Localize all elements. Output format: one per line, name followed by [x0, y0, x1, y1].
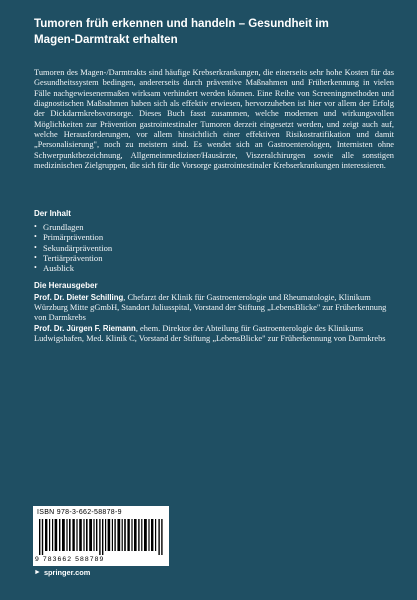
editor-bio: , ehem. Direktor der Abteilung für Gastroenterologie des Klinikums Ludwigshafen, Med. Klinik C, Vorstand der Stiftung „LebensBlicke" zur Früherkennung von Darmkrebs	[34, 323, 386, 343]
barcode-bars	[39, 519, 163, 555]
intro-paragraph: Tumoren des Magen-/Darmtrakts sind häufige Krebserkrankungen, die einerseits sehr hohe Kosten für das Gesundheitssystem bedingen, andererseits durch präventive Maßnahmen und Früherkennung in vielen Fälle nachgewiesenermaßen wirksam verhindert werden können. Eine Reihe von Screeningmethoden und diagnostischen Maßnahmen haben sich als effektiv erwiesen, hervorzuheben ist hier vor allem der Erfolg der Dickdarmkrebsvorsorge. Dieses Buch fasst zusammen, welche modernen und wirkungsvollen Möglichkeiten zur Prävention gastrointestinaler Tumoren derzeit eingesetzt werden, und zeigt auch auf, welche Herausforderungen, vor allem hinsichtlich einer effektiven Risikostratifikation und damit „Personalisierung", noch zu meistern sind. Es wendet sich an Gastroenterologen, Internisten ohne Schwerpunktbezeichnung, Allgemeinmediziner/Hausärzte, Viszeralchirurgen sowie alle sonstigen medizinischen Zielgruppen, die sich für die Vorsorge gastrointestinaler Krebserkrankungen interessieren.	[34, 68, 394, 171]
publisher-link[interactable]	[34, 568, 90, 577]
list-item	[34, 222, 334, 232]
headline-line-2: Magen-Darmtrakt erhalten	[34, 33, 178, 46]
barcode	[33, 506, 169, 566]
editors-title: Die Herausgeber	[34, 281, 98, 290]
bullet-icon: •	[34, 242, 37, 252]
list-item-label: Tertiärprävention	[43, 252, 103, 263]
bullet-icon: •	[34, 232, 37, 242]
list-item	[34, 243, 334, 253]
barcode-digits: 9 783662 588789	[35, 556, 105, 563]
list-item-label: Ausblick	[43, 263, 75, 274]
arrow-right-icon: ►	[34, 569, 41, 576]
editors-section	[34, 293, 394, 344]
editor-name: Prof. Dr. Jürgen F. Riemann	[34, 323, 136, 333]
bullet-icon: •	[34, 263, 37, 273]
editor-name: Prof. Dr. Dieter Schilling	[34, 293, 124, 302]
list-item	[34, 253, 334, 263]
list-item-label: Grundlagen	[43, 222, 84, 232]
publisher-label: springer.com	[43, 568, 91, 577]
bullet-icon: •	[34, 222, 37, 231]
bullet-icon: •	[34, 252, 37, 262]
editor-entry	[34, 293, 394, 324]
isbn-label: ISBN 978-3-662-58878-9	[37, 509, 122, 516]
editor-bio: , Chefarzt der Klinik für Gastroenterologie und Rheumatologie, Klinikum Würzburg Mitte gGmbH, Standort Juliusspital, Vorstand der Stiftung „LebensBlicke" zur Früherkennung von Darmkrebs	[34, 293, 387, 323]
list-item	[34, 232, 334, 242]
contents-list	[34, 222, 334, 273]
list-item-label: Sekundärprävention	[43, 242, 113, 253]
contents-title: Der Inhalt	[34, 209, 71, 218]
editor-entry	[34, 324, 394, 344]
list-item	[34, 263, 334, 273]
list-item-label: Primärprävention	[43, 232, 104, 243]
headline-line-1: Tumoren früh erkennen und handeln – Gesundheit im	[34, 17, 329, 30]
headline	[34, 16, 394, 48]
